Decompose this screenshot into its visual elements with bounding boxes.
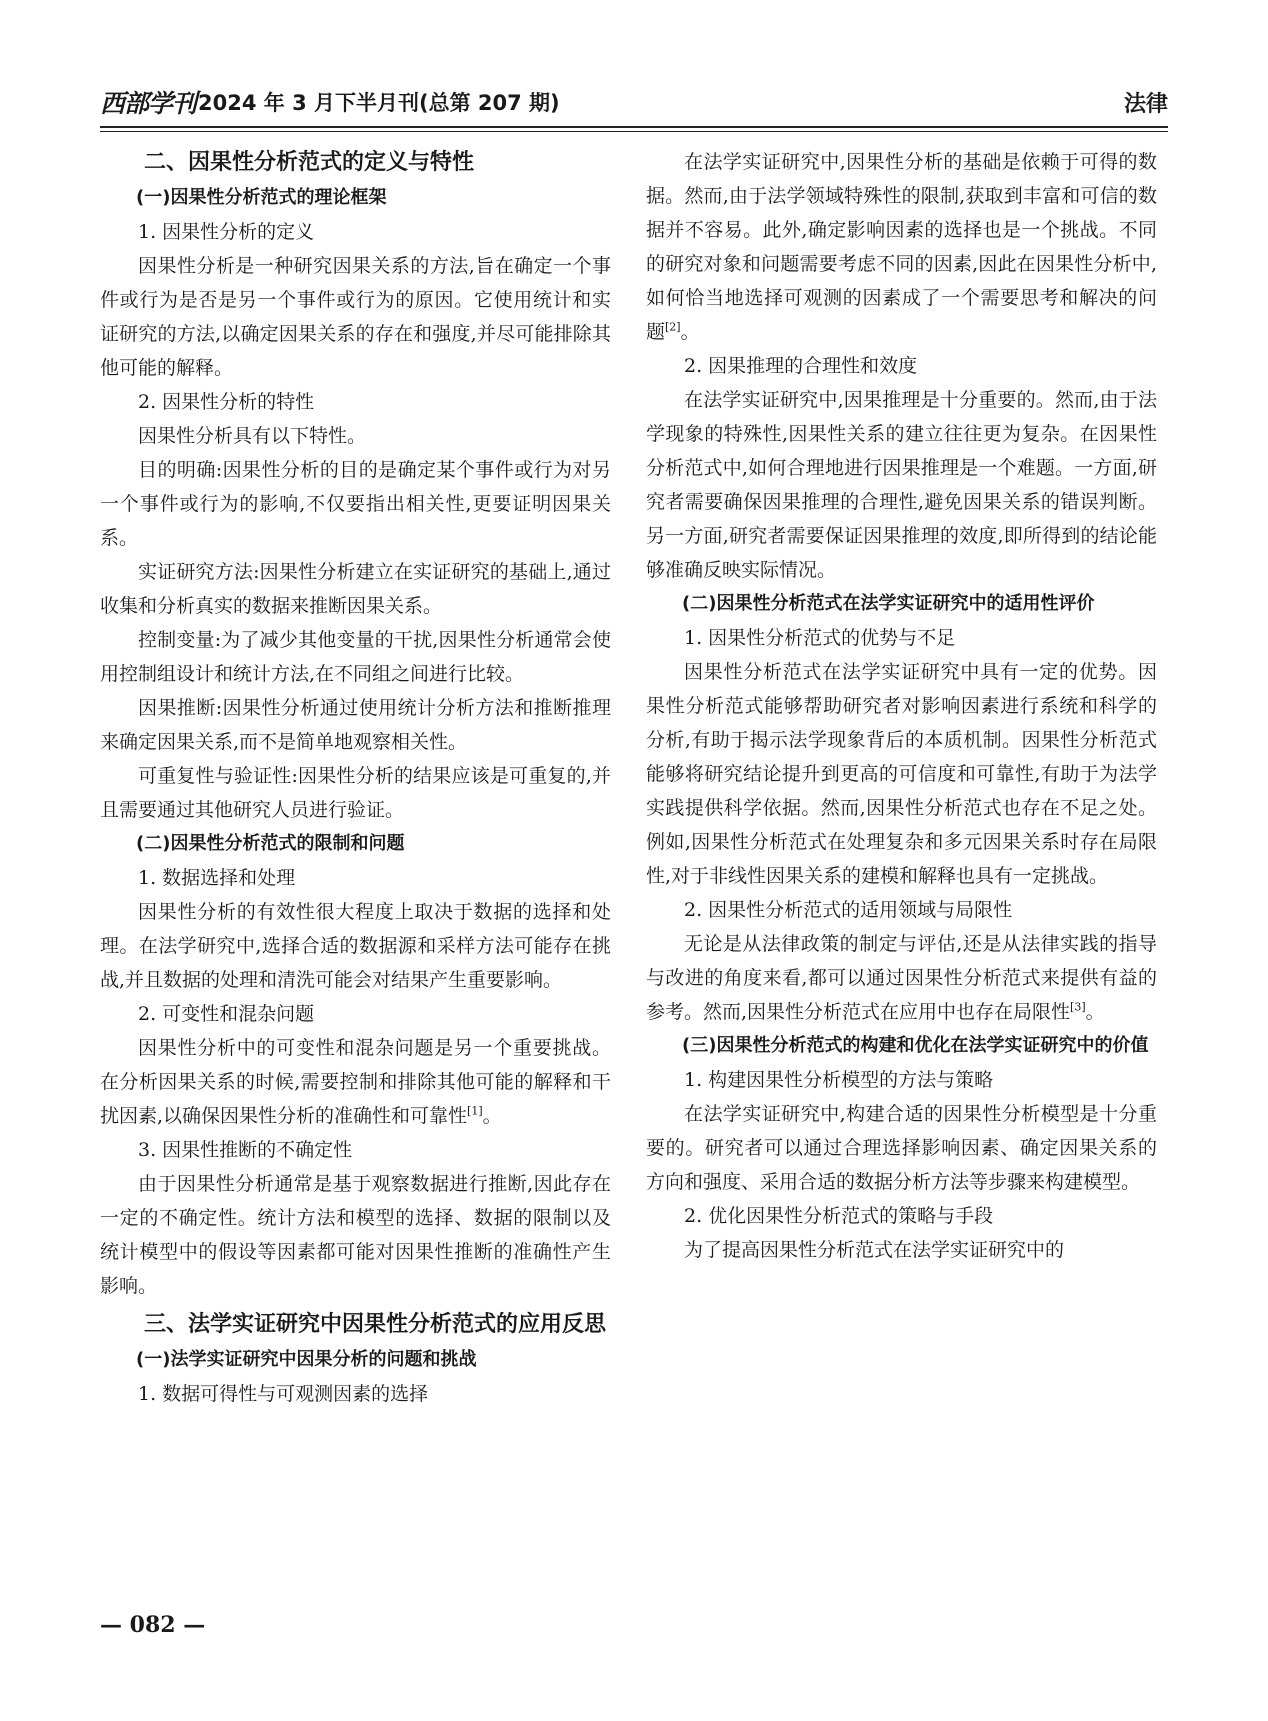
paragraph: 因果推断:因果性分析通过使用统计分析方法和推断推理来确定因果关系,而不是简单地观察相关性。	[100, 697, 611, 753]
paragraph-text: 因果性分析中的可变性和混杂问题是另一个重要挑战。在分析因果关系的时候,需要控制和排除其他可能的解释和干扰因素,以确保因果性分析的准确性和可靠性	[100, 1037, 611, 1127]
paragraph: 可重复性与验证性:因果性分析的结果应该是可重复的,并且需要通过其他研究人员进行验证。	[100, 765, 611, 821]
header-rule-thick	[100, 126, 1168, 128]
section-heading: 二、因果性分析范式的定义与特性	[144, 150, 475, 175]
sub-subsection-heading: 2. 优化因果性分析范式的策略与手段	[684, 1205, 994, 1227]
sub-subsection-heading: 2. 因果性分析范式的适用领域与局限性	[684, 899, 1013, 921]
paragraph: 因果性分析具有以下特性。	[138, 425, 367, 447]
paragraph: 控制变量:为了减少其他变量的干扰,因果性分析通常会使用控制组设计和统计方法,在不同组之间进行比较。	[100, 629, 611, 685]
paragraph: 在法学实证研究中,因果推理是十分重要的。然而,由于法学现象的特殊性,因果性关系的建立往往更为复杂。在因果性分析范式中,如何合理地进行因果推理是一个难题。一方面,研究者需要确保因果推理的合理性,避免因果关系的错误判断。另一方面,研究者需要保证因果推理的效度,即所得到的结论能够准确反映实际情况。	[646, 389, 1157, 581]
citation-ref[interactable]: [2]	[665, 320, 681, 334]
paragraph: 为了提高因果性分析范式在法学实证研究中的	[684, 1239, 1065, 1261]
subsection-heading: (一)法学实证研究中因果分析的问题和挑战	[136, 1349, 477, 1370]
section-heading: 三、法学实证研究中因果性分析范式的应用反思	[144, 1312, 607, 1337]
paragraph-text: 在法学实证研究中,因果性分析的基础是依赖于可得的数据。然而,由于法学领域特殊性的限制,获取到丰富和可信的数据并不容易。此外,确定影响因素的选择也是一个挑战。不同的研究对象和问题需要考虑不同的因素,因此在因果性分析中,如何恰当地选择可观测的因素成了一个需要思考和解决的问题	[646, 151, 1157, 343]
paragraph: 在法学实证研究中,构建合适的因果性分析模型是十分重要的。研究者可以通过合理选择影响因素、确定因果关系的方向和强度、采用合适的数据分析方法等步骤来构建模型。	[646, 1103, 1157, 1193]
page-number: — 082 —	[100, 1612, 206, 1638]
paragraph: 因果性分析范式在法学实证研究中具有一定的优势。因果性分析范式能够帮助研究者对影响因素进行系统和科学的分析,有助于揭示法学现象背后的本质机制。因果性分析范式能够将研究结论提升到更高的可信度和可靠性,有助于为法学实践提供科学依据。然而,因果性分析范式也存在不足之处。例如,因果性分析范式在处理复杂和多元因果关系时存在局限性,对于非线性因果关系的建模和解释也具有一定挑战。	[646, 661, 1157, 887]
subsection-heading: (二)因果性分析范式的限制和问题	[136, 833, 405, 854]
paragraph: 实证研究方法:因果性分析建立在实证研究的基础上,通过收集和分析真实的数据来推断因果关系。	[100, 561, 611, 617]
running-header	[100, 80, 1168, 124]
journal-logo: 西部学刊	[100, 89, 197, 118]
section-name: 法律	[1123, 91, 1168, 117]
left-column	[100, 145, 611, 1411]
sub-subsection-heading: 1. 因果性分析的定义	[138, 221, 315, 243]
paragraph-end: 。	[1085, 1001, 1105, 1023]
subsection-heading: (二)因果性分析范式在法学实证研究中的适用性评价	[682, 593, 1095, 614]
right-column	[646, 145, 1157, 1267]
sub-subsection-heading: 2. 可变性和混杂问题	[138, 1003, 315, 1025]
sub-subsection-heading: 3. 因果性推断的不确定性	[138, 1139, 353, 1161]
header-rule-thin	[100, 131, 1168, 132]
citation-ref[interactable]: [1]	[467, 1104, 483, 1118]
sub-subsection-heading: 2. 因果推理的合理性和效度	[684, 355, 918, 377]
sub-subsection-heading: 1. 构建因果性分析模型的方法与策略	[684, 1069, 994, 1091]
issue-info: 2024 年 3 月下半月刊(总第 207 期)	[198, 91, 560, 115]
paragraph-end: 。	[680, 321, 700, 343]
paragraph-with-citation	[646, 927, 1157, 1029]
sub-subsection-heading: 1. 因果性分析范式的优势与不足	[684, 627, 956, 649]
paragraph-with-citation	[646, 145, 1157, 349]
paragraph-text: 无论是从法律政策的制定与评估,还是从法律实践的指导与改进的角度来看,都可以通过因果性分析范式来提供有益的参考。然而,因果性分析范式在应用中也存在局限性	[646, 933, 1157, 1023]
sub-subsection-heading: 2. 因果性分析的特性	[138, 391, 315, 413]
paragraph: 由于因果性分析通常是基于观察数据进行推断,因此存在一定的不确定性。统计方法和模型的选择、数据的限制以及统计模型中的假设等因素都可能对因果性推断的准确性产生影响。	[100, 1173, 611, 1297]
citation-ref[interactable]: [3]	[1070, 1000, 1086, 1014]
paragraph-with-citation	[100, 1031, 611, 1133]
subsection-heading: (一)因果性分析范式的理论框架	[136, 187, 387, 208]
subsection-heading: (三)因果性分析范式的构建和优化在法学实证研究中的价值	[682, 1035, 1149, 1056]
paragraph-end: 。	[482, 1105, 502, 1127]
paragraph: 因果性分析的有效性很大程度上取决于数据的选择和处理。在法学研究中,选择合适的数据源和采样方法可能存在挑战,并且数据的处理和清洗可能会对结果产生重要影响。	[100, 901, 611, 991]
sub-subsection-heading: 1. 数据可得性与可观测因素的选择	[138, 1383, 429, 1405]
paragraph: 因果性分析是一种研究因果关系的方法,旨在确定一个事件或行为是否是另一个事件或行为的原因。它使用统计和实证研究的方法,以确定因果关系的存在和强度,并尽可能排除其他可能的解释。	[100, 255, 611, 379]
paragraph: 目的明确:因果性分析的目的是确定某个事件或行为对另一个事件或行为的影响,不仅要指出相关性,更要证明因果关系。	[100, 459, 611, 549]
sub-subsection-heading: 1. 数据选择和处理	[138, 867, 296, 889]
